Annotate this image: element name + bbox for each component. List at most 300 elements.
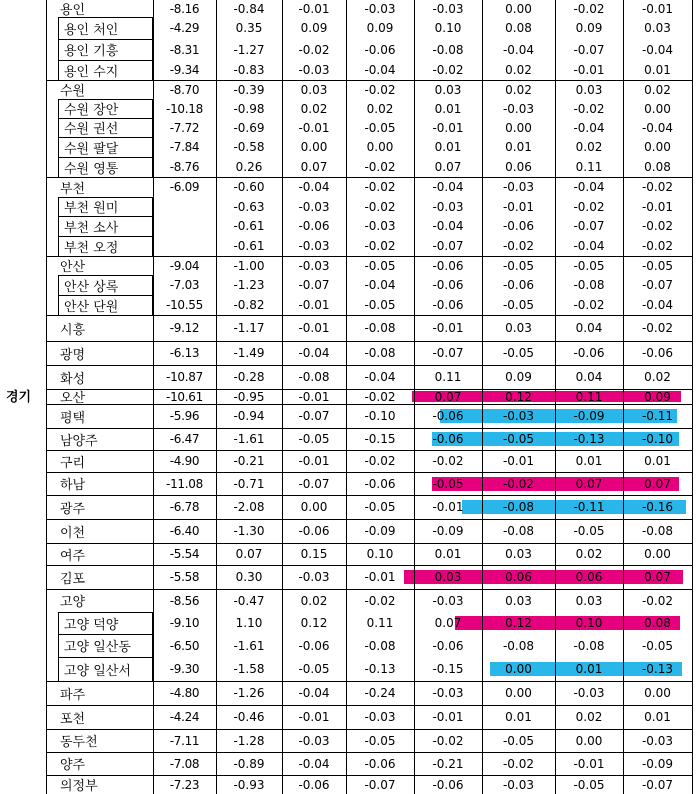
- value-cell: -0.04: [364, 278, 396, 292]
- value-cell: -0.03: [364, 1, 396, 16]
- value-cell: 0.07: [434, 160, 462, 174]
- value-cell: -0.02: [432, 454, 464, 468]
- value-cell: -0.07: [298, 409, 330, 423]
- value-cell: 0.04: [575, 370, 603, 384]
- value-cell: -5.58: [169, 570, 200, 584]
- value-cell: -0.07: [364, 777, 396, 792]
- value-cell: -0.02: [364, 389, 396, 404]
- value-cell: -0.05: [298, 432, 330, 446]
- value-cell: -0.10: [641, 432, 674, 446]
- value-cell: -4.80: [169, 686, 200, 700]
- sub-area-label: 수원 영통: [64, 161, 119, 177]
- value-cell: 0.01: [434, 140, 462, 154]
- value-cell: -0.05: [641, 258, 674, 273]
- value-cell: -0.03: [298, 199, 330, 214]
- value-cell: -0.06: [432, 432, 464, 446]
- area-label: 오산: [60, 391, 86, 406]
- area-label: 양주: [60, 758, 86, 773]
- value-cell: 0.03: [434, 82, 462, 97]
- sub-area-label: 부천 소사: [64, 220, 119, 236]
- value-cell: -10.61: [166, 389, 203, 404]
- value-cell: -0.03: [298, 258, 330, 273]
- value-cell: 0.06: [575, 570, 603, 584]
- area-label: 의정부: [60, 779, 98, 794]
- value-cell: -0.21: [432, 756, 464, 771]
- value-cell: -0.02: [641, 219, 674, 233]
- value-cell: -0.02: [364, 239, 396, 253]
- value-cell: -0.05: [364, 298, 396, 312]
- value-cell: -5.96: [169, 409, 200, 423]
- value-cell: -0.09: [641, 756, 674, 771]
- value-cell: -0.05: [502, 298, 535, 312]
- sub-area-label: 용인 처인: [64, 22, 119, 38]
- value-cell: -1.61: [233, 432, 265, 446]
- value-cell: -0.06: [432, 258, 464, 273]
- value-cell: 0.01: [505, 140, 532, 154]
- area-label: 부천: [60, 181, 86, 197]
- region-label: 경기: [6, 390, 32, 405]
- value-cell: -0.04: [573, 120, 605, 135]
- value-cell: 1.10: [235, 616, 263, 630]
- value-cell: 0.01: [434, 547, 462, 561]
- value-cell: -0.04: [641, 42, 674, 57]
- value-cell: -0.04: [298, 686, 330, 700]
- value-cell: -6.40: [169, 524, 200, 538]
- value-cell: 0.02: [575, 710, 603, 724]
- sub-area-label: 부천 오정: [64, 240, 119, 256]
- value-cell: 0.09: [505, 370, 532, 384]
- value-cell: -0.02: [432, 733, 464, 748]
- value-cell: 0.01: [505, 710, 532, 724]
- value-cell: -0.03: [502, 180, 535, 194]
- sub-area-label: 고양 덕양: [64, 617, 119, 633]
- value-cell: -0.02: [641, 239, 674, 253]
- value-cell: -0.46: [233, 710, 265, 724]
- value-cell: 0.10: [434, 21, 462, 35]
- value-cell: -6.78: [169, 500, 200, 514]
- value-cell: -0.07: [432, 239, 464, 253]
- value-cell: -0.09: [573, 409, 605, 423]
- value-cell: -0.03: [298, 570, 330, 584]
- value-cell: -0.01: [573, 756, 605, 771]
- area-label: 평택: [60, 410, 86, 426]
- value-cell: -0.06: [432, 409, 464, 423]
- value-cell: -0.83: [233, 63, 265, 77]
- value-cell: 0.02: [505, 63, 532, 77]
- value-cell: -0.08: [641, 524, 674, 538]
- value-cell: 0.02: [575, 140, 603, 154]
- value-cell: -0.02: [573, 298, 605, 312]
- value-cell: -0.02: [573, 101, 605, 116]
- value-cell: -0.02: [364, 180, 396, 194]
- value-cell: -1.30: [233, 524, 265, 538]
- value-cell: -0.05: [298, 662, 330, 676]
- value-cell: -0.95: [233, 389, 265, 404]
- value-cell: -1.23: [233, 278, 265, 292]
- value-cell: -8.76: [169, 160, 200, 174]
- value-cell: -0.08: [364, 346, 396, 360]
- value-cell: -9.12: [169, 321, 200, 335]
- value-cell: -0.24: [364, 686, 396, 700]
- value-cell: 0.01: [644, 454, 671, 468]
- value-cell: -0.09: [364, 524, 396, 538]
- value-cell: -8.16: [169, 1, 200, 16]
- value-cell: -0.01: [573, 63, 605, 77]
- value-cell: 0.02: [300, 593, 328, 608]
- value-cell: -0.15: [364, 432, 396, 446]
- value-cell: -4.29: [169, 21, 200, 35]
- value-cell: -0.89: [233, 756, 265, 771]
- value-cell: -0.05: [502, 432, 535, 446]
- value-cell: -0.05: [502, 258, 535, 273]
- value-cell: -0.01: [502, 454, 535, 468]
- value-cell: -0.84: [233, 1, 265, 16]
- value-cell: -1.61: [233, 638, 265, 653]
- value-cell: -0.69: [233, 120, 265, 135]
- value-cell: -1.27: [233, 42, 265, 57]
- value-cell: 0.02: [300, 101, 328, 116]
- value-cell: 0.00: [644, 547, 671, 561]
- value-cell: 0.03: [575, 82, 603, 97]
- value-cell: -0.04: [502, 42, 535, 57]
- value-cell: 0.04: [575, 321, 603, 335]
- value-cell: -0.01: [641, 199, 674, 214]
- value-cell: -0.07: [298, 278, 330, 292]
- value-cell: -0.13: [573, 432, 605, 446]
- value-cell: -0.07: [641, 777, 674, 792]
- value-cell: -10.87: [166, 370, 203, 384]
- value-cell: 0.00: [505, 1, 532, 16]
- value-cell: -0.07: [573, 219, 605, 233]
- value-cell: 0.10: [575, 616, 603, 630]
- value-cell: 0.07: [300, 160, 328, 174]
- sub-area-label: 안산 상록: [64, 279, 119, 295]
- value-cell: 0.30: [235, 570, 263, 584]
- value-cell: -0.61: [233, 239, 265, 253]
- value-cell: -0.01: [298, 389, 330, 404]
- value-cell: 0.35: [235, 21, 263, 35]
- value-cell: -0.04: [364, 370, 396, 384]
- value-cell: -0.03: [364, 219, 396, 233]
- value-cell: -8.31: [169, 42, 200, 57]
- sub-area-label: 용인 기흥: [64, 44, 119, 59]
- sub-area-label: 안산 단원: [64, 299, 119, 315]
- area-label: 안산: [60, 260, 86, 275]
- area-label: 고양: [60, 595, 86, 610]
- value-cell: -0.06: [573, 346, 605, 360]
- sub-area-label: 수원 팔달: [64, 141, 119, 157]
- value-cell: -6.09: [169, 180, 200, 194]
- value-cell: -0.06: [364, 42, 396, 57]
- value-cell: 0.11: [575, 389, 603, 404]
- value-cell: -0.06: [502, 278, 535, 292]
- value-cell: -4.90: [169, 454, 200, 468]
- value-cell: -0.05: [573, 777, 605, 792]
- value-cell: 0.00: [366, 140, 394, 154]
- value-cell: [153, 216, 216, 236]
- value-cell: -0.01: [298, 710, 330, 724]
- value-cell: 0.06: [505, 160, 532, 174]
- value-cell: -0.02: [573, 199, 605, 214]
- value-cell: 0.09: [644, 389, 671, 404]
- value-cell: -0.02: [364, 454, 396, 468]
- value-cell: -0.94: [233, 409, 265, 423]
- value-cell: 0.26: [235, 160, 263, 174]
- value-cell: -0.01: [432, 120, 464, 135]
- value-cell: -0.07: [432, 346, 464, 360]
- value-cell: -0.01: [298, 454, 330, 468]
- value-cell: -0.08: [364, 321, 396, 335]
- value-cell: -11.08: [166, 476, 203, 491]
- value-cell: 0.12: [505, 616, 532, 630]
- value-cell: -0.08: [502, 638, 535, 653]
- value-cell: -7.11: [169, 733, 200, 748]
- area-label: 포천: [60, 711, 86, 727]
- sub-area-label: 고양 일산서: [64, 663, 131, 679]
- sub-area-label: 고양 일산동: [64, 640, 131, 655]
- value-cell: -0.06: [502, 219, 535, 233]
- value-cell: 0.02: [575, 547, 603, 561]
- value-cell: -10.18: [166, 101, 203, 116]
- value-cell: -9.30: [169, 662, 200, 676]
- value-cell: 0.02: [644, 370, 671, 384]
- value-cell: 0.01: [575, 662, 603, 676]
- value-cell: -6.13: [169, 346, 200, 360]
- value-cell: 0.07: [434, 389, 462, 404]
- value-cell: -0.02: [502, 476, 535, 491]
- area-label: 구리: [60, 455, 86, 471]
- value-cell: -0.05: [364, 258, 396, 273]
- value-cell: -0.08: [298, 370, 330, 384]
- value-cell: -0.06: [432, 298, 464, 312]
- value-cell: 0.11: [366, 616, 394, 630]
- value-cell: -0.06: [641, 346, 674, 360]
- value-cell: -0.06: [432, 278, 464, 292]
- value-cell: 0.01: [644, 710, 671, 724]
- value-cell: -0.02: [641, 321, 674, 335]
- value-cell: -0.02: [573, 1, 605, 16]
- value-cell: 0.07: [644, 476, 671, 491]
- value-cell: -0.05: [364, 120, 396, 135]
- value-cell: -0.03: [432, 593, 464, 608]
- value-cell: -0.02: [641, 180, 674, 194]
- value-cell: 0.12: [300, 616, 328, 630]
- value-cell: 0.11: [434, 370, 462, 384]
- value-cell: -1.28: [233, 733, 265, 748]
- value-cell: -0.02: [502, 756, 535, 771]
- value-cell: 0.03: [505, 321, 532, 335]
- sub-area-label: 부천 원미: [64, 201, 119, 216]
- value-cell: -0.71: [233, 476, 265, 491]
- value-cell: 0.08: [644, 616, 671, 630]
- value-cell: -0.07: [641, 278, 674, 292]
- value-cell: -0.04: [573, 180, 605, 194]
- value-cell: -2.08: [233, 500, 265, 514]
- area-label: 이천: [60, 525, 86, 541]
- sub-area-label: 용인 수지: [64, 64, 119, 80]
- value-cell: -0.02: [432, 63, 464, 77]
- value-cell: -6.50: [169, 638, 200, 653]
- value-cell: -0.02: [502, 239, 535, 253]
- value-cell: -0.04: [298, 180, 330, 194]
- value-cell: -0.03: [432, 686, 464, 700]
- value-cell: -0.39: [233, 82, 265, 97]
- value-cell: -0.03: [364, 710, 396, 724]
- value-cell: 0.07: [644, 570, 671, 584]
- value-cell: -0.15: [432, 662, 464, 676]
- area-label: 광명: [60, 347, 86, 363]
- value-cell: -0.05: [641, 638, 674, 653]
- value-cell: -1.17: [233, 321, 265, 335]
- value-cell: 0.09: [366, 21, 394, 35]
- value-cell: -1.00: [233, 258, 265, 273]
- value-cell: -0.01: [298, 120, 330, 135]
- value-cell: -0.06: [298, 219, 330, 233]
- sub-area-label: 수원 장안: [64, 103, 119, 118]
- value-cell: -1.26: [233, 686, 265, 700]
- value-cell: -0.02: [364, 160, 396, 174]
- value-cell: -0.05: [432, 476, 464, 491]
- value-cell: -9.04: [169, 258, 200, 273]
- value-cell: -0.05: [502, 733, 535, 748]
- value-cell: -0.09: [432, 524, 464, 538]
- area-label: 수원: [60, 84, 86, 99]
- value-cell: -8.70: [169, 82, 200, 97]
- value-cell: -0.05: [364, 500, 396, 514]
- value-cell: [153, 197, 216, 216]
- value-cell: 0.07: [575, 476, 603, 491]
- value-cell: -0.01: [298, 298, 330, 312]
- value-cell: -0.04: [298, 346, 330, 360]
- value-cell: 0.03: [300, 82, 328, 97]
- value-cell: 0.15: [300, 547, 328, 561]
- value-cell: 0.06: [505, 570, 532, 584]
- value-cell: 0.10: [366, 547, 394, 561]
- value-cell: -0.03: [432, 199, 464, 214]
- value-cell: -1.49: [233, 346, 265, 360]
- value-cell: -7.03: [169, 278, 200, 292]
- value-cell: -0.58: [233, 140, 265, 154]
- value-cell: -0.01: [502, 199, 535, 214]
- value-cell: 0.01: [575, 454, 603, 468]
- value-cell: -9.10: [169, 616, 200, 630]
- value-cell: [153, 236, 216, 256]
- value-cell: -0.04: [432, 219, 464, 233]
- area-label: 시흥: [60, 322, 86, 338]
- value-cell: 0.00: [644, 101, 671, 116]
- value-cell: 0.00: [505, 662, 532, 676]
- value-cell: -8.56: [169, 593, 200, 608]
- value-cell: 0.09: [300, 21, 328, 35]
- value-cell: -0.05: [573, 258, 605, 273]
- value-cell: -0.03: [641, 733, 674, 748]
- value-cell: -0.63: [233, 199, 265, 214]
- value-cell: 0.00: [300, 500, 328, 514]
- value-cell: -0.08: [573, 278, 605, 292]
- value-cell: 0.03: [505, 547, 532, 561]
- value-cell: -0.05: [502, 346, 535, 360]
- value-cell: -6.47: [169, 432, 200, 446]
- value-cell: 0.07: [235, 547, 263, 561]
- area-label: 광주: [60, 501, 86, 517]
- value-cell: -0.06: [364, 476, 396, 491]
- value-cell: -0.01: [641, 1, 674, 16]
- value-cell: -0.04: [573, 239, 605, 253]
- value-cell: -0.98: [233, 101, 265, 116]
- value-cell: -0.04: [298, 756, 330, 771]
- value-cell: 0.00: [575, 733, 603, 748]
- value-cell: -0.01: [432, 500, 464, 514]
- value-cell: -0.08: [502, 500, 535, 514]
- value-cell: -0.04: [364, 63, 396, 77]
- value-cell: -0.08: [573, 638, 605, 653]
- value-cell: -10.55: [166, 298, 203, 312]
- column-border: [692, 0, 693, 794]
- value-cell: 0.03: [505, 593, 532, 608]
- value-cell: 0.00: [644, 140, 671, 154]
- value-cell: -0.10: [364, 409, 396, 423]
- value-cell: -0.06: [364, 756, 396, 771]
- value-cell: -7.72: [169, 120, 200, 135]
- value-cell: -0.01: [432, 710, 464, 724]
- value-cell: -0.21: [233, 454, 265, 468]
- column-border: [46, 0, 47, 794]
- value-cell: 0.02: [505, 82, 532, 97]
- value-cell: 0.11: [575, 160, 603, 174]
- value-cell: -0.03: [298, 63, 330, 77]
- value-cell: -0.01: [298, 1, 330, 16]
- value-cell: 0.03: [575, 593, 603, 608]
- value-cell: 0.09: [575, 21, 603, 35]
- value-cell: -7.08: [169, 756, 200, 771]
- value-cell: 0.00: [505, 120, 532, 135]
- value-cell: -9.34: [169, 63, 200, 77]
- value-cell: -0.04: [432, 180, 464, 194]
- value-cell: -0.60: [233, 180, 265, 194]
- value-cell: 0.08: [644, 160, 671, 174]
- value-cell: -0.03: [298, 733, 330, 748]
- value-cell: -0.05: [364, 733, 396, 748]
- value-cell: -1.58: [233, 662, 265, 676]
- value-cell: -7.23: [169, 777, 200, 792]
- area-label: 김포: [60, 571, 86, 587]
- value-cell: 0.02: [644, 82, 671, 97]
- value-cell: 0.00: [644, 686, 671, 700]
- value-cell: -4.24: [169, 710, 200, 724]
- value-cell: -0.03: [502, 777, 535, 792]
- value-cell: -0.03: [502, 409, 535, 423]
- area-label: 하남: [60, 478, 86, 493]
- value-cell: -0.47: [233, 593, 265, 608]
- value-cell: -0.03: [573, 686, 605, 700]
- value-cell: 0.03: [434, 570, 462, 584]
- value-cell: 0.08: [505, 21, 532, 35]
- value-cell: -0.03: [502, 101, 535, 116]
- value-cell: -0.61: [233, 219, 265, 233]
- sub-area-label: 수원 권선: [64, 122, 119, 137]
- value-cell: -0.04: [641, 298, 674, 312]
- value-cell: -0.28: [233, 370, 265, 384]
- value-cell: 0.02: [366, 101, 394, 116]
- value-cell: -0.08: [364, 638, 396, 653]
- value-cell: -0.01: [364, 570, 396, 584]
- value-cell: -0.08: [502, 524, 535, 538]
- value-cell: -0.02: [364, 82, 396, 97]
- value-cell: 0.12: [505, 389, 532, 404]
- area-label: 화성: [60, 371, 86, 387]
- value-cell: -7.84: [169, 140, 200, 154]
- value-cell: -0.02: [641, 593, 674, 608]
